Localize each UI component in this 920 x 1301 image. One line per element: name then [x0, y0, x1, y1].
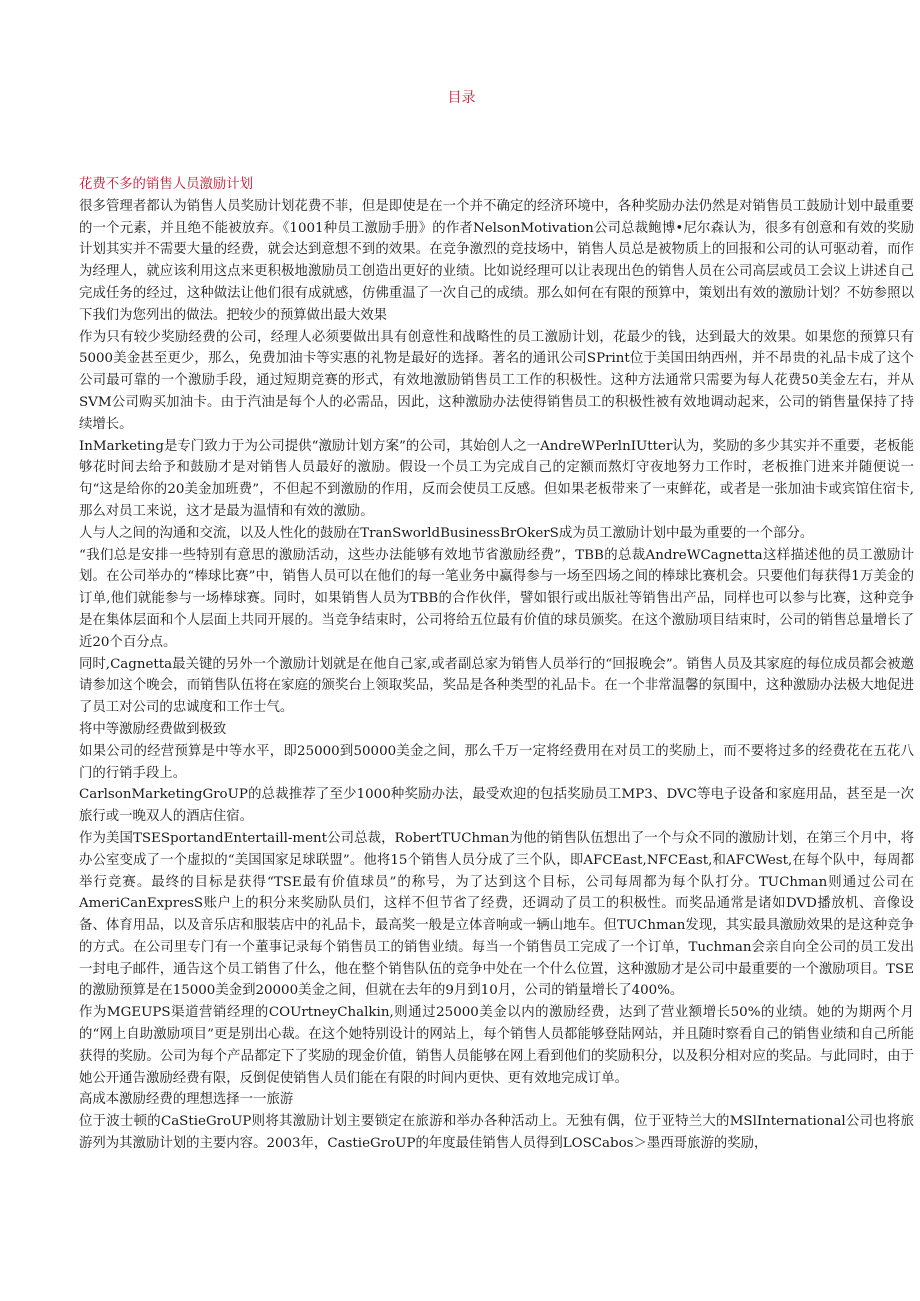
paragraph: 作为美国TSESportandEntertaill-ment公司总裁，RobertTUChman为他的销售队伍想出了一个与众不同的激励计划，在第三个月中，将办公室变成了一个虚拟的“美国国家足球联盟”。他将15个销售人员分成了三个队，即AFCEast,NFCEast,和AFCWest,在每个队中，每周都举行竞赛。最终的目标是获得“TSE最有价值球员”的称号，为了达到这个目标，公司每周都为每个队打分。TUChman则通过公司在AmeriCanExpresS账户上的积分来奖励队员们，这样不但节省了经费，还调动了员工的积极性。而奖品通常是诸如DVD播放机、音像设备、体育用品，以及音乐店和服装店中的礼品卡，最高奖一般是立体音响或一辆山地车。但TUChman发现，其实最具激励效果的是这种竞争的方式。在公司里专门有一个董事记录每个销售员工的销售业绩。每当一个销售员工完成了一个订单，Tuchman会亲自向全公司的员工发出一封电子邮件，通告这个员工销售了什么，他在整个销售队伍的竞争中处在一个什么位置，这种激励才是公司中最重要的一个激励项目。TSE的激励预算是在15000美金到20000美金之间，但就在去年的9月到10月，公司的销量增长了400%。	[79, 830, 914, 999]
paragraph: 如果公司的经营预算是中等水平，即25000到50000美金之间，那么千万一定将经费用在对员工的奖励上，而不要将过多的经费花在五花八门的行销手段上。	[79, 743, 914, 781]
paragraph: 同时,Cagnetta最关键的另外一个激励计划就是在他自己家,或者副总家为销售人员举行的“回报晚会”。销售人员及其家庭的每位成员都会被邀请参加这个晚会，而销售队伍将在家庭的颁奖台上领取奖品，奖品是各种类型的礼品卡。在一个非常温馨的氛围中，这种激励办法极大地促进了员工对公司的忠诚度和工作士气。	[79, 656, 914, 716]
section-heading: 高成本激励经费的理想选择一一旅游	[79, 1092, 294, 1108]
paragraph: CarlsonMarketingGroUP的总裁推荐了至少1000种奖励办法，最受欢迎的包括奖励员工MP3、DVC等电子设备和家庭用品，甚至是一次旅行或一晚双人的酒店住宿。	[79, 787, 914, 825]
section-heading: 花费不多的销售人员激励计划	[79, 177, 254, 192]
section-heading: 将中等激励经费做到极致	[79, 721, 227, 737]
paragraph: 作为只有较少奖励经费的公司，经理人必须要做出具有创意性和战略性的员工激励计划，花最少的钱，达到最大的效果。如果您的预算只有5000美金甚至更少，那么，免费加油卡等实惠的礼物是最好的选择。著名的通讯公司SPrint位于美国田纳西州，并不昂贵的礼品卡成了这个公司最可靠的一个激励手段，通过短期竞赛的形式，有效地激励销售员工工作的积极性。这种方法通常只需要为每人花费50美金左右，并从SVM公司购买加油卡。由于汽油是每个人的必需品，因此，这种激励办法使得销售员工的积极性被有效地调动起来，公司的销售量保持了持续增长。	[79, 329, 914, 432]
paragraph: 作为MGEUPS渠道营销经理的COUrtneyChalkin,则通过25000美金以内的激励经费，达到了营业额增长50%的业绩。她的为期两个月的“网上自助激励项目”更是别出心裁。在这个她特别设计的网站上，每个销售人员都能够登陆网站，并且随时察看自己的销售业绩和自己所能获得的奖励。公司为每个产品都定下了奖励的现金价值，销售人员能够在网上看到他们的奖励积分，以及积分相对应的奖品。与此同时，由于她公开通告激励经费有限，反倒促使销售人员们能在有限的时间内更快、更有效地完成订单。	[79, 1005, 914, 1086]
paragraph: 很多管理者都认为销售人员奖励计划花费不菲，但是即使是在一个并不确定的经济环境中，各种奖励办法仍然是对销售员工鼓励计划中最重要的一个元素，并且绝不能被放弃。《1001种员工激励手册》的作者NelsonMotivation公司总裁鲍博•尼尔森认为，很多有创意和有效的奖励计划其实并不需要大量的经费，就会达到意想不到的效果。在竞争激烈的竞技场中，销售人员总是被物质上的回报和公司的认可驱动着，而作为经理人，就应该利用这点来更积极地激励员工创造出更好的业绩。比如说经理可以让表现出色的销售人员在公司高层或员工会议上讲述自己完成任务的经过，这种做法让他们很有成就感，仿佛重温了一次自己的成绩。那么如何在有限的预算中，策划出有效的激励计划？不妨参照以下我们为您列出的做法。把较少的预算做出最大效果	[79, 198, 914, 323]
paragraph: 位于波士顿的CaStieGroUP则将其激励计划主要锁定在旅游和举办各种活动上。无独有偶，位于亚特兰大的MSlInternational公司也将旅游列为其激励计划的主要内容。2003年，CastieGroUP的年度最佳销售人员得到LOSCabos＞墨西哥旅游的奖励，	[79, 1114, 914, 1152]
document-body	[79, 174, 914, 1155]
toc-title: 目录	[447, 90, 476, 106]
paragraph: “我们总是安排一些特别有意思的激励活动，这些办法能够有效地节省激励经费”，TBB的总裁AndreWCagnetta这样描述他的员工激励计划。在公司举办的“棒球比赛”中，销售人员可以在他们的每一笔业务中赢得参与一场至四场之间的棒球比赛机会。只要他们每获得1万美金的订单,他们就能参与一场棒球赛。同时，如果销售人员为TBB的合作伙伴，譬如银行或出版社等销售出产品，同样也可以参与比赛，这种竞争是在集体层面和个人层面上共同开展的。当竞争结束时，公司将给五位最有价值的球员颁奖。在这个激励项目结束时，公司的销售总量增长了近20个百分点。	[79, 547, 914, 650]
paragraph: 人与人之间的沟通和交流，以及人性化的鼓励在TranSworldBusinessBrOkerS成为员工激励计划中最为重要的一个部分。	[79, 525, 814, 541]
paragraph: InMarketing是专门致力于为公司提供“激励计划方案”的公司，其始创人之一AndreWPerlnIUtter认为，奖励的多少其实并不重要，老板能够花时间去给予和鼓励才是对销售人员最好的激励。假设一个员工为完成自己的定额而熬灯守夜地努力工作时，老板推门进来并随便说一句“这是给你的20美金加班费”，不但起不到激励的作用，反而会使员工反感。但如果老板带来了一束鲜花，或者是一张加油卡或宾馆住宿卡,那么对员工来说，这才是最为温情和有效的激励。	[79, 438, 914, 519]
